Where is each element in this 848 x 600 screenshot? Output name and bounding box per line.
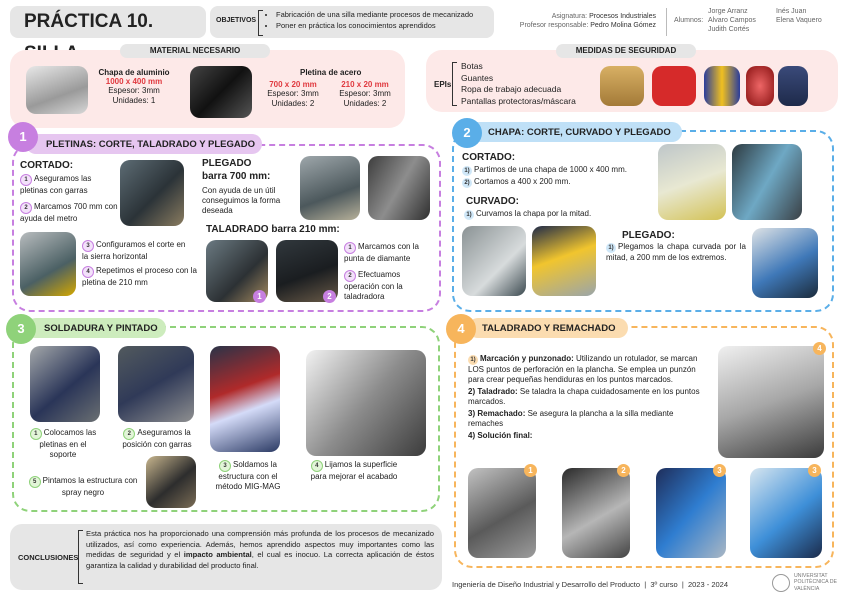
- s1-plegado-text: Con ayuda de un útil conseguimos la forma deseada: [202, 186, 281, 215]
- epis-label: EPIs: [434, 80, 452, 89]
- s1-step-3: 3 Configuramos el corte en la sierra horizontal: [82, 240, 186, 261]
- s3-photo-weld: [210, 346, 280, 452]
- objetivos-box: [210, 6, 494, 38]
- alumnos-label: Alumnos:: [674, 17, 704, 24]
- objetivos-list: [264, 9, 473, 31]
- s1-plegado-heading: PLEGADO: [202, 158, 252, 169]
- pletina-a: 700 x 20 mm Espesor: 3mm Unidades: 2: [267, 80, 319, 108]
- gloves-image: [652, 66, 696, 106]
- s3-step-5: 5 Pintamos la estructura con spray negro: [28, 476, 138, 498]
- pletina-b: 210 x 20 mm Espesor: 3mm Unidades: 2: [339, 80, 391, 108]
- alumnos-list-2: Inés Juan Elena Vaquero: [776, 8, 822, 24]
- footer-info: Ingeniería de Diseño Industrial y Desarrollo del Producto | 3º curso | 2023 - 2024: [452, 580, 729, 589]
- aluminium-sheet-image: [26, 66, 88, 114]
- workwear-image: [704, 66, 740, 106]
- s4-photo-rivet: [656, 468, 726, 558]
- section-4-title: TALADRADO Y REMACHADO: [482, 323, 616, 334]
- s2-cortado-heading: CORTADO:: [462, 152, 516, 163]
- upv-logo-icon: [772, 574, 790, 592]
- section-4-number: 4: [446, 314, 476, 344]
- objetivo-item: • Poner en práctica los conocimientos aprendidos: [276, 20, 473, 31]
- s1-drill-step-2: 2 Efectuamos operación con la taladradora: [344, 270, 403, 301]
- mask-image: [746, 66, 774, 106]
- s4-photo-chair: [718, 346, 824, 458]
- s1-photo-tool: [368, 156, 430, 220]
- university-name: UNIVERSITAT POLITÈCNICA DE VALÈNCIA: [794, 573, 837, 592]
- boots-image: [600, 66, 644, 106]
- s2-curvado-heading: CURVADO:: [466, 196, 519, 207]
- pletina-name: Pletina de acero: [300, 68, 362, 77]
- s1-photo-bending: [300, 156, 360, 220]
- s1-step-4: 4 Repetimos el proceso con la pletina de 210 mm: [82, 266, 197, 287]
- conclusiones-text: Esta práctica nos ha proporcionado una comprensión más profunda de los procesos de mecanizado utilizados, así como experiencia. Además, hemos aprendido aspectos muy importantes como las medidas de seguridad y el impacto ambiental, el cual es inocuo. La correcta aplicación de éstos garantiza la calidad y durabilidad del producto final.: [86, 529, 434, 570]
- s1-photo-measure: [20, 232, 76, 296]
- epis-list: Botas Guantes Ropa de trabajo adecuada Pantallas protectoras/máscara: [461, 61, 576, 106]
- s4-text: 1) Marcación y punzonado: Utilizando un rotulador, se marcan LOS puntos de perforación en la plancha. Se emplea un punzón para crear pequeñas hendiduras en los puntos marcados. 2) Taladrado: Se taladra la chapa cuidadosamente en los puntos marcados. 3) Remachado: Se asegura la plancha a la silla mediante remaches 4) Solución final:: [468, 354, 700, 440]
- s1-plegado-sub: barra 700 mm:: [202, 171, 271, 182]
- s3-photo-place: [30, 346, 100, 422]
- s3-photo-paint: [146, 456, 196, 508]
- s3-photo-clamp: [118, 346, 194, 422]
- objetivo-item: • Fabricación de una silla mediante procesos de mecanizado: [276, 9, 473, 20]
- section-3-number: 3: [6, 314, 36, 344]
- s3-step-3: 3 Soldamos la estructura con el método MIG-MAG: [215, 460, 281, 491]
- section-2-title: CHAPA: CORTE, CURVADO Y PLEGADO: [488, 127, 671, 138]
- section-1-title: PLETINAS: CORTE, TALADRADO Y PLEGADO: [46, 139, 256, 150]
- material-title: MATERIAL NECESARIO: [120, 44, 270, 58]
- s1-cortado-heading: CORTADO:: [20, 160, 74, 171]
- seguridad-title: MEDIDAS DE SEGURIDAD: [556, 44, 696, 58]
- section-1-number: 1: [8, 122, 38, 152]
- s4-photo-rivet-2: [750, 468, 822, 558]
- s2-photo-folded: [752, 228, 818, 298]
- s1-step-1: 1 Aseguramos las pletinas con garras: [20, 174, 92, 195]
- objetivos-label: OBJETIVOS: [216, 17, 257, 24]
- s4-photo-mark: [468, 468, 536, 558]
- s2-step-2: 2) Cortamos a 400 x 200 mm.: [462, 177, 570, 188]
- helmet-image: [778, 66, 808, 106]
- s2-photo-curved: [532, 226, 596, 296]
- s3-step-2: 2 Aseguramos la posición con garras: [122, 428, 192, 449]
- s1-step-2: 2 Marcamos 700 mm con ayuda del metro: [20, 202, 118, 223]
- conclusiones-label: CONCLUSIONES: [18, 553, 79, 562]
- s2-curvado-step: 1) Curvamos la chapa por la mitad.: [464, 209, 591, 220]
- section-2-number: 2: [452, 118, 482, 148]
- chapa-info: Chapa de aluminio 1000 x 400 mm Espesor: 3mm Unidades: 1: [98, 68, 170, 105]
- s2-plegado-text: 1) Plegamos la chapa curvada por la mitad, a 200 mm de los extremos.: [606, 242, 746, 262]
- s1-drill-step-1: 1 Marcamos con la punta de diamante: [344, 242, 419, 263]
- steel-bar-image: [190, 66, 252, 118]
- s4-photo-drill: [562, 468, 630, 558]
- s1-photo-clamp: [120, 160, 184, 226]
- alumnos-list-1: Jorge Arranz Alvaro Campos Judith Cortés: [708, 8, 756, 33]
- s3-photo-sand: [306, 350, 426, 456]
- s2-step-1: 1) Partimos de una chapa de 1000 x 400 mm.: [462, 165, 627, 176]
- s2-photo-cut: [658, 144, 726, 220]
- s2-plegado-heading: PLEGADO:: [622, 230, 675, 241]
- s3-step-1: 1 Colocamos las pletinas en el soporte: [26, 428, 100, 460]
- section-3-title: SOLDADURA Y PINTADO: [44, 323, 158, 334]
- s3-step-4: 4 Lijamos la superficie para mejorar el acabado: [310, 460, 398, 481]
- page-title: PRÁCTICA 10.: [10, 6, 206, 38]
- s1-taladrado-heading: TALADRADO barra 210 mm:: [206, 224, 340, 235]
- s2-photo-guillotine: [732, 144, 802, 220]
- s2-photo-roll: [462, 226, 526, 296]
- course-info: Asignatura: Procesos Industriales Profesor responsable: Pedro Molina Gómez: [519, 13, 656, 29]
